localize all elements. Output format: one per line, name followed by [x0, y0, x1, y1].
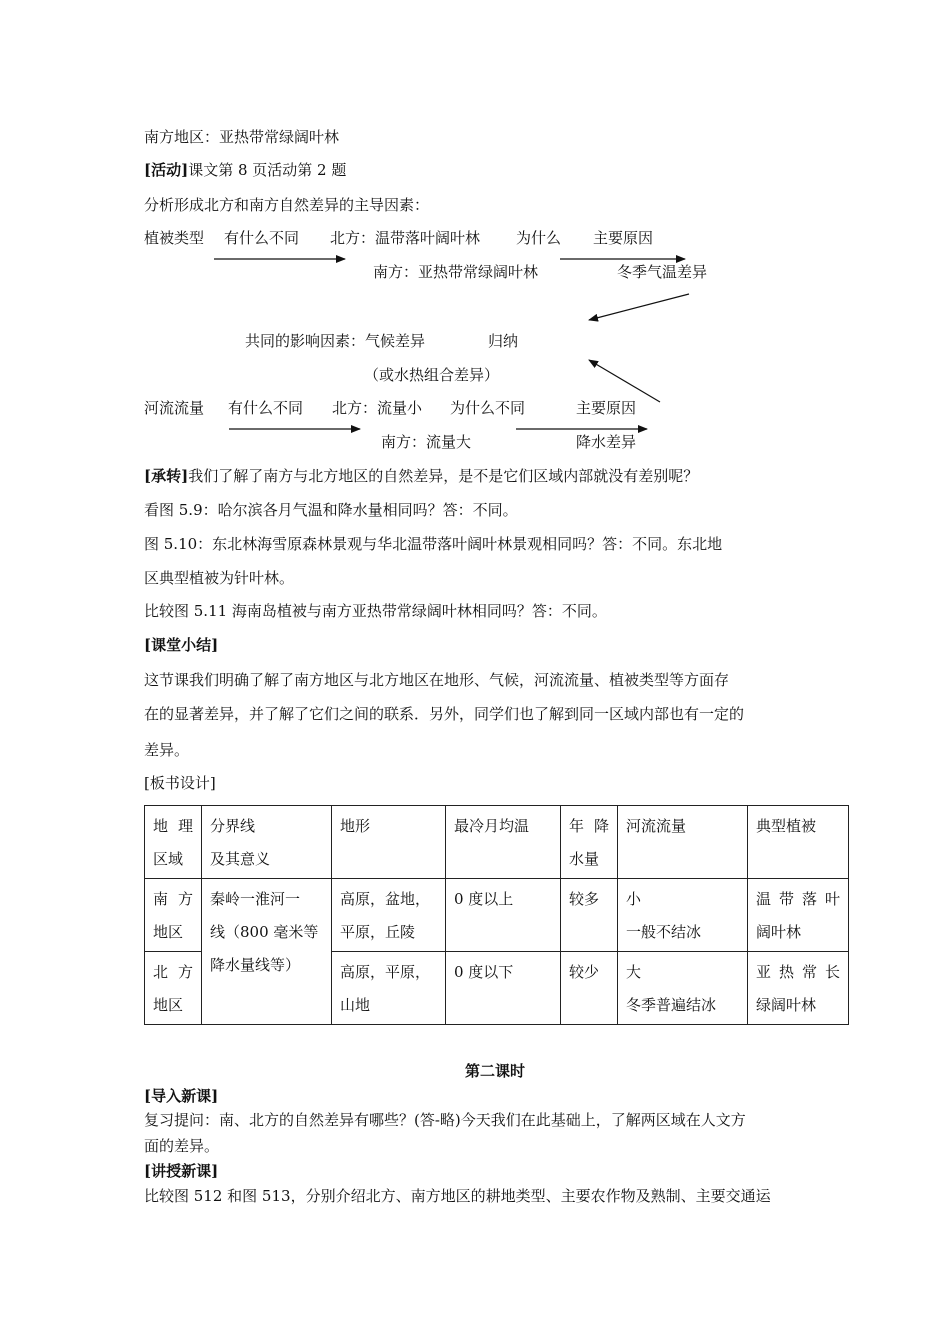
- board-table: [144, 805, 849, 1025]
- intro-heading: [导入新课]: [144, 1087, 219, 1105]
- header-cell: 河流流量: [618, 806, 748, 879]
- diagram-label: 降水差异: [576, 433, 637, 451]
- diagram-label: 归纳: [488, 332, 519, 350]
- summary-heading: [课堂小结]: [144, 636, 219, 654]
- text-line: 面的差异。: [144, 1137, 220, 1155]
- header-cell: 分界线 及其意义: [202, 806, 332, 879]
- text-line: 南方地区：亚热带常绿阔叶林: [144, 128, 340, 146]
- transition-line: [144, 466, 698, 486]
- diagram-label: （或水热组合差异）: [364, 366, 500, 384]
- text-line: 分析形成北方和南方自然差异的主导因素：: [144, 196, 430, 214]
- text-line: 复习提问：南、北方的自然差异有哪些？(答-略)今天我们在此基础上，了解两区域在人文方: [144, 1111, 746, 1129]
- table-cell: 较少: [561, 952, 618, 1025]
- diagram-label: 主要原因: [576, 399, 637, 417]
- table-cell: 高原，盆地， 平原，丘陵: [332, 879, 446, 952]
- text-line: 比较图 5.11 海南岛植被与南方亚热带常绿阔叶林相同吗？答：不同。: [144, 602, 607, 620]
- text-line: 比较图 512 和图 513，分别介绍北方、南方地区的耕地类型、主要农作物及熟制、主要交通运: [144, 1187, 771, 1205]
- diagram-label: 南方：亚热带常绿阔叶林: [373, 263, 539, 281]
- table-cell: 0 度以上: [446, 879, 561, 952]
- table-cell: 大 冬季普遍结冰: [618, 952, 748, 1025]
- header-cell: 典型植被: [748, 806, 849, 879]
- header-cell: 地 理 区域: [145, 806, 202, 879]
- activity-tag: [活动]: [144, 161, 189, 179]
- table-cell: 北 方 地区: [145, 952, 202, 1025]
- table-cell: 0 度以下: [446, 952, 561, 1025]
- diagram-label-common: 共同的影响因素：气候差异: [245, 332, 426, 350]
- text-line: 区典型植被为针叶林。: [144, 569, 295, 587]
- diagram-label-vegetation: 植被类型: [144, 229, 205, 247]
- transition-text: 我们了解了南方与北方地区的自然差异，是不是它们区域内部就没有差别呢？: [188, 467, 699, 485]
- diagram-label: 冬季气温差异: [617, 263, 708, 281]
- table-row: [145, 879, 849, 952]
- board-heading: [板书设计]: [144, 774, 216, 792]
- header-cell: 最冷月均温: [446, 806, 561, 879]
- diagram-label: 为什么不同: [450, 399, 526, 417]
- table-cell: 高原，平原， 山地: [332, 952, 446, 1025]
- transition-tag: [承转]: [144, 467, 189, 485]
- diagram-label: 有什么不同: [224, 229, 300, 247]
- diagram-label: 北方：温带落叶阔叶林: [330, 229, 481, 247]
- diagram-label: 为什么: [516, 229, 562, 247]
- diagram-label: 南方：流量大: [381, 433, 472, 451]
- table-cell: 温 带 落 叶 阔叶林: [748, 879, 849, 952]
- table-cell: 秦岭一淮河一 线（800 毫米等 降水量线等）: [202, 879, 332, 1025]
- text-line: 图 5.10：东北林海雪原森林景观与华北温带落叶阔叶林景观相同吗？答：不同。东北地: [144, 535, 723, 553]
- section-title: 第二课时: [465, 1062, 526, 1080]
- diagram-label-river: 河流流量: [144, 399, 205, 417]
- header-cell: 年 降 水量: [561, 806, 618, 879]
- table-cell: 小 一般不结冰: [618, 879, 748, 952]
- arrow-line: [589, 360, 660, 402]
- summary-line: 这节课我们明确了解了南方地区与北方地区在地形、气候，河流流量、植被类型等方面存: [144, 671, 730, 689]
- arrow-line: [589, 294, 689, 320]
- diagram-label: 主要原因: [593, 229, 654, 247]
- summary-line: 差异。: [144, 741, 190, 759]
- table-cell: 较多: [561, 879, 618, 952]
- teach-heading: [讲授新课]: [144, 1162, 219, 1180]
- diagram-label: 北方：流量小: [332, 399, 423, 417]
- header-cell: 地形: [332, 806, 446, 879]
- text-line: 看图 5.9：哈尔滨各月气温和降水量相同吗？答：不同。: [144, 501, 518, 519]
- diagram-label: 有什么不同: [228, 399, 304, 417]
- table-cell: 南 方 地区: [145, 879, 202, 952]
- table-header-row: [145, 806, 849, 879]
- summary-line: 在的显著差异，并了解了它们之间的联系．另外，同学们也了解到同一区域内部也有一定的: [144, 705, 745, 723]
- table-cell: 亚 热 常 长 绿阔叶林: [748, 952, 849, 1025]
- activity-text: 课文第 8 页活动第 2 题: [188, 161, 347, 179]
